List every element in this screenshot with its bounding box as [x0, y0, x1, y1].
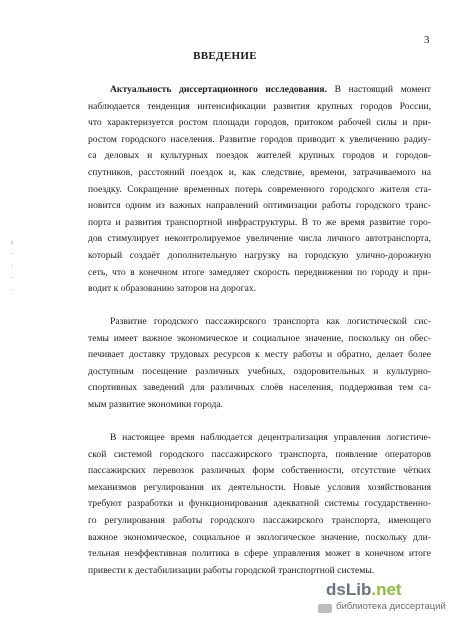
- paragraph-line: водит к образованию заторов на дорогах.: [88, 283, 257, 295]
- watermark-logo-main: dsLib: [326, 580, 372, 599]
- paragraph-line: В настоящее время наблюдается децентрализация управления логистиче-: [110, 432, 431, 443]
- paragraph-line: механизмов регулирования их деятельности. Новые условия хозяйствования: [88, 481, 431, 493]
- page-number: 3: [424, 34, 430, 46]
- paragraph-line: пассажирских перевозок различных форм собственности, отсутствие чётких: [88, 465, 431, 477]
- paragraph-line: ской системой городского пассажирского транспорта, появление операторов: [88, 448, 431, 460]
- paragraph-line-text: В настоящий момент: [326, 84, 431, 95]
- paragraph-line: поездку. Сокращение временных потерь современного городского жителя ста-: [88, 183, 431, 195]
- paragraph-line: новится одним из важных направлений оптимизации работы городского транс-: [88, 200, 431, 212]
- paragraph-line: го регулирования работы городского пассажирского транспорта, имеющего: [88, 514, 431, 526]
- paragraph-line: спутников, расстояний поездок и, как следствие, времени, затрачиваемого на: [88, 166, 431, 178]
- paragraph-line: спортивных заведений для различных слоёв населения, поддерживая тем са-: [88, 382, 431, 394]
- watermark-badge-icon: [318, 604, 332, 613]
- watermark-logo: [326, 580, 402, 600]
- margin-marks: ı · : · ·: [10, 238, 14, 294]
- watermark-logo-suffix: .net: [371, 580, 402, 599]
- paragraph-decentralization: [88, 430, 431, 579]
- paragraph-line: привести к дестабилизации работы городской транспортной системы.: [88, 564, 375, 576]
- paragraph-line: [88, 82, 431, 99]
- paragraph-line: который создаёт дополнительную нагрузку на городскую улично-дорожную: [88, 249, 431, 261]
- paragraph-line: тельная неэффективная политика в сфере управления может в конечном итоге: [88, 548, 431, 560]
- paragraph-transport-development: [88, 314, 431, 414]
- relevance-heading: Актуальность диссертационного исследования.: [110, 84, 327, 95]
- paragraph-line: темы имеет важное экономическое и социальное значение, поскольку он обес-: [88, 332, 431, 344]
- watermark-subtitle: библиотека диссертаций: [336, 601, 446, 612]
- paragraph-relevance: [88, 82, 431, 298]
- paragraph-line: печивает доставку трудовых ресурсов к месту работы и обратно, делает более: [88, 349, 431, 361]
- paragraph-line: порта и развития транспортной инфраструктуры. В то же время развитие горо-: [88, 216, 431, 228]
- section-title: ВВЕДЕНИЕ: [193, 50, 257, 62]
- paragraph-line: ростом городского населения. Развитие городов приводит к увеличению радиу-: [88, 133, 431, 145]
- paragraph-line: что характеризуется ростом площади городов, притоком рабочей силы и при-: [88, 117, 431, 129]
- paragraph-line: дов стимулирует неконтролируемое увеличение числа личного автотранспорта,: [88, 233, 431, 245]
- paragraph-line: сеть, что в конечном итоге замедляет скорость передвижения по городу и при-: [88, 266, 431, 278]
- paragraph-line: наблюдается тенденция интенсификации развития крупных городов России,: [88, 100, 431, 112]
- paragraph-line: Развитие городского пассажирского транспорта как логистической сис-: [110, 316, 431, 327]
- dslib-watermark: [318, 580, 446, 616]
- paragraph-line: доступным посещение различных учебных, оздоровительных и культурно-: [88, 365, 431, 377]
- paragraph-line: требуют разработки и функционирования адекватной системы государственно-: [88, 498, 431, 510]
- paragraph-line: важное экономическое, социальное и экологическое значение, поскольку дли-: [88, 531, 431, 543]
- paragraph-line: са деловых и культурных поездок жителей крупных городов и городов-: [88, 150, 431, 162]
- paragraph-line: мым развитие экономики города.: [88, 398, 224, 410]
